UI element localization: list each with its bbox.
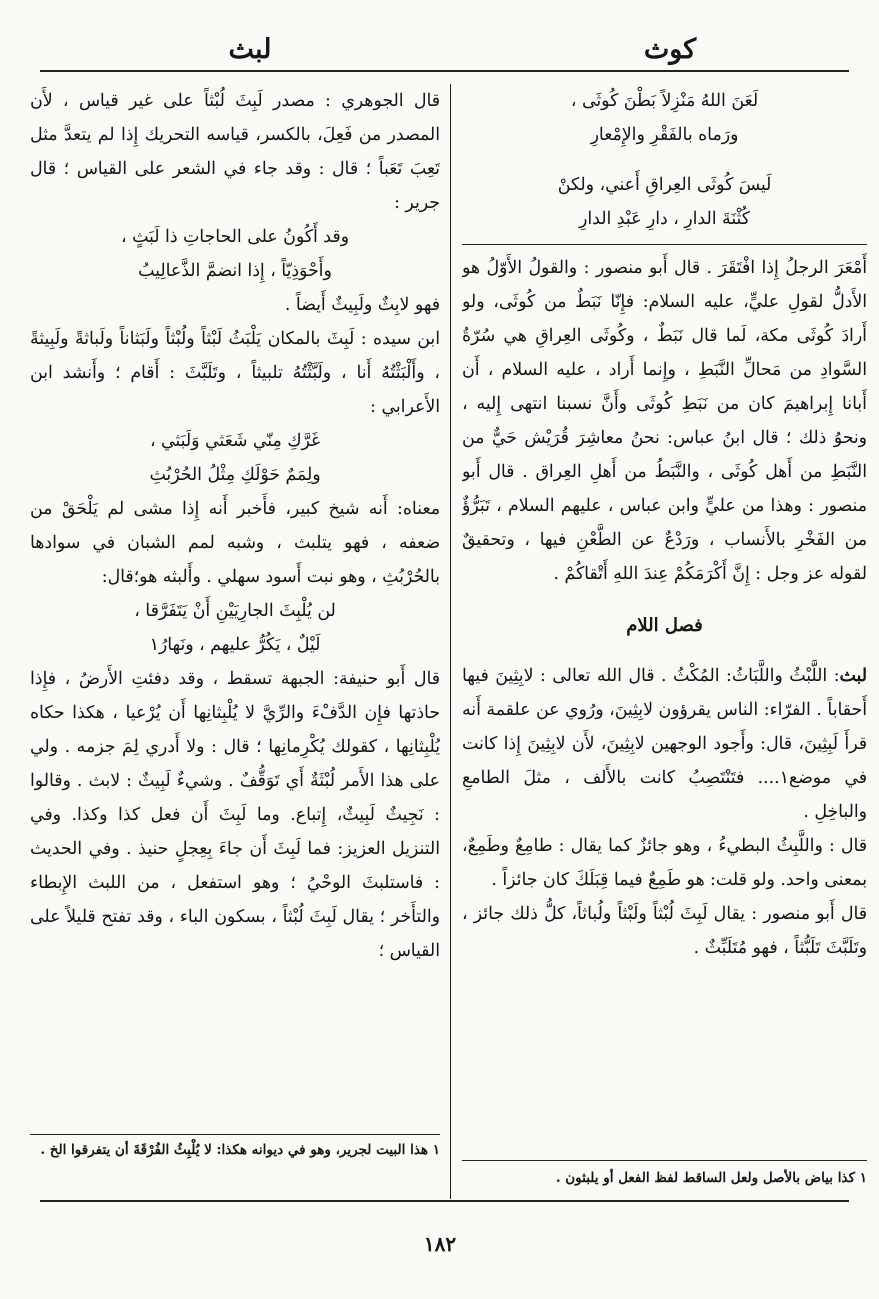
paragraph: ابن سيده : لَبِثَ بالمكان يَلْبَثُ لَبْثاً ولُبْثاً ولَبَثاناً ولَباثةً ولَبِيثةً ، وأَلْبَثْتُهُ أَنا ، ولَبَّثْتُهُ تلبيثاً ، وتَلَبَّثَ : أَقام ؛ وأَنشد ابن الأَعرابي :	[30, 329, 440, 417]
running-head-right: كوث	[643, 34, 697, 65]
header-rule	[40, 70, 849, 72]
running-head-left: لبث	[228, 34, 272, 65]
entry-text: : اللَّبْثُ واللَّبَاثُ: المُكْثُ . قال الله تعالى : لابِثِينَ فيها أَحقاباً . الفرّاء: الناس يقرؤون لابِثِينَ، ورُوي عن علقمة أَنه قرأَ لَبِثِينَ، قال: وأَجود الوجهين لابِثِينَ، لأَن لابِثِينَ إِذا كانت في موضع١.... فتَنْتَصِبُ كانت بالأَلف ، مثلَ الطامعِ والباخِلِ .	[462, 666, 867, 822]
right-column	[462, 84, 867, 1110]
paragraph: فهو لابِثٌ ولَبِيثٌ أَيضاً .	[284, 295, 440, 315]
verse-block	[462, 84, 867, 152]
section-title: فصل اللام	[626, 615, 703, 636]
footer-rule	[40, 1200, 849, 1202]
page-number: ١٨٢	[423, 1232, 457, 1256]
verse-line: وقد أَكُونُ على الحاجاتِ ذا لَبَثٍ ،	[121, 227, 349, 247]
verse-line: لَيسَ كُوثَى العِراقِ أَعني، ولكنْ	[557, 175, 772, 195]
verse-line: كُثْنَةَ الدارِ ، دارِ عَبْدِ الدارِ	[579, 209, 750, 229]
verse-line: لَعَنَ اللهُ مَنْزِلاً بَطْنَ كُوثَى ،	[570, 91, 759, 111]
left-column	[30, 84, 440, 1130]
verse-rule	[462, 244, 867, 245]
verse-block	[30, 594, 440, 662]
footnote-right: ١ كذا بياض بالأصل ولعل الساقط لفظ الفعل أو يلبثون .	[555, 1170, 867, 1186]
paragraph: معناه: أَنه شيخ كبير، فأَخبر أَنه إِذا مشى لم يَلْحَقْ من ضعفه ، فهو يتلبث ، وشبه لمم الشبان في سوادها بالحُرْبُثِ ، وهو نبت أَسود سهلي . وأَلبثه هو؛قال:	[30, 499, 440, 587]
paragraph	[462, 659, 867, 829]
paragraph: قال : واللَّبِثُ البطيءُ ، وهو جائزٌ كما يقال : طامِعٌ وطَمِعٌ، بمعنى واحد. ولو قلت: هو طَمِعٌ فيما قِبَلَكَ كان جائزاً .	[462, 836, 867, 890]
verse-line: وأَحْوَذِيّاً ، إِذا انضمَّ الذَّعالِيبُ	[138, 261, 332, 281]
verse-block	[462, 168, 867, 236]
verse-block	[30, 424, 440, 492]
column-divider	[450, 84, 451, 1199]
verse-line: ورَماه بالفَقْرِ والإِمْعارِ	[590, 125, 739, 145]
verse-line: ولِمَمٌ حَوْلَكِ مِثْلُ الحُرْبُثِ	[149, 465, 321, 485]
paragraph: أَمْعَرَ الرجلُ إِذا افْتَقَرَ . قال أَبو منصور : والقولُ الأَوّلُ هو الأَدلُّ لقولِ عليٍّ، عليه السلام: فإِنّا نَبَطٌ من كُوثَى، ولو أَرادَ كُوثَى مكة، لَما قال نَبَطٌ ، وكُوثَى العِراقِ هي سُرّةُ السَّوادِ من مَحالِّ النَّبَطِ ، وإِنما أَراد ، عليه السلام ، أَن أَبانا إِبراهيمَ كان من نَبَطِ كُوثَى وأَنَّ نسبنا انتهى إِليه ، ونحوُ ذلك ؛ قال ابنُ عباس: نحنُ معاشِرَ قُرَيْش حَيٌّ من النَّبَطِ من أَهل كُوثَى ، والنَّبَطُ من أَهلِ العِراق . قال أَبو منصور : وهذا من عليٍّ وابن عباس ، عليهم السلام ، تَبَرُّؤٌ من الفَخْرِ بالأَنساب ، ورَدْعٌ عن الطَّعْنِ فيها ، وتحقيقٌ لقوله عز وجل : إِنَّ أَكْرَمَكُمْ عِندَ اللهِ أَتْقاكُمْ .	[462, 258, 867, 584]
footnote-left: ١ هذا البيت لجرير، وهو في ديوانه هكذا: لا يُلْبِثُ الفُرْقَةَ أن يتفرقوا الخ .	[40, 1142, 440, 1158]
verse-block	[30, 220, 440, 288]
verse-line: غَرَّكِ مِنّي شَعَثي وَلَبَثي ،	[149, 431, 321, 451]
verse-line: لَيْلٌ ، يَكُرُّ عليهم ، ونَهارُ١	[149, 635, 321, 655]
entry-head-word: لبث	[839, 666, 867, 686]
footnote-rule-right	[462, 1160, 867, 1161]
verse-line: لن يُلْبِثَ الجارِيَيْنِ أَنْ يَتَفَرَّقا ،	[134, 601, 336, 621]
footnote-rule-left	[30, 1134, 440, 1135]
paragraph: قال أَبو حنيفة: الجبهة تسقط ، وقد دفئتِ الأَرضُ ، فإِذا حاذتها فإِن الدَّفْءَ والرِّيَّ لا يُلْبِثانِها أَن يُرْعيا ، هكذا حكاه يُلْبِثانِها ، كقولك يُكْرِمانِها ؛ قال : ولا أَدري لِمَ جزمه . ولي على هذا الأَمر لُبْثَةٌ أَي تَوَقُّفٌ . وشيءٌ لَبِيثٌ : لابث . وقالوا : نَجِيثٌ لَبِيثٌ، إِتباع. وما لَبِثَ أَن فعل كذا وكذا. وفي التنزيل العزيز: فما لَبِثَ أَن جاءَ بِعِجلٍ حنيذ . وفي الحديث : فاستلبثَ الوحْيُ ؛ وهو استفعل ، من اللبث الإِبطاء والتأَخر ؛ يقال لَبِثَ لُبْثاً ، بسكون الباء ، وقد تفتح قليلاً على القياس ؛	[30, 669, 440, 961]
paragraph: قال أَبو منصور : يقال لَبِثَ لُبْثاً ولَبْثاً ولُباثاً، كلُّ ذلك جائز ، وتَلَبَّثَ تَلَبُّثاً ، فهو مُتَلَبِّثٌ .	[462, 904, 867, 958]
paragraph: قال الجوهري : مصدر لَبِثَ لُبْثاً على غير قياس ، لأَن المصدر من فَعِلَ، بالكسر، قياسه التحريك إِذا لم يتعدَّ مثل تَعِبَ تَعَباً ؛ قال : وقد جاء في الشعر على القياس ؛ قال جرير :	[30, 91, 440, 213]
